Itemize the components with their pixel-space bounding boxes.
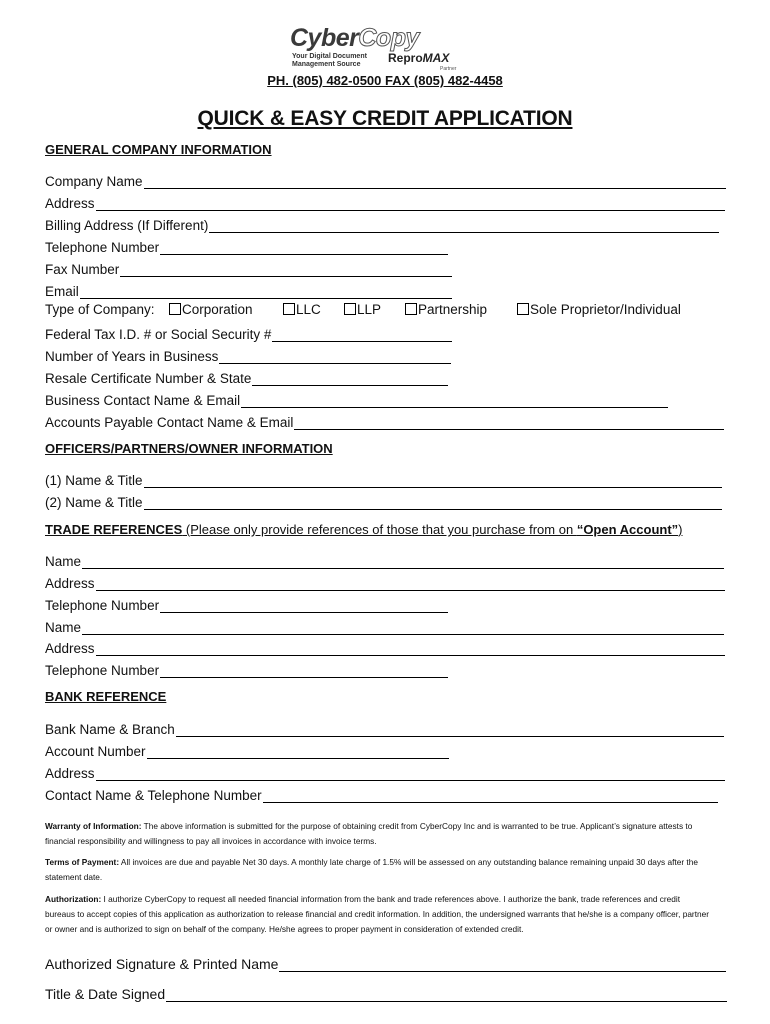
company-name-field (45, 171, 726, 189)
bank-name-line[interactable] (176, 722, 724, 737)
trade-1-phone-field (45, 595, 448, 613)
account-number-line[interactable] (147, 744, 449, 759)
field-label: Telephone Number (45, 663, 160, 678)
officer-2-line[interactable] (144, 495, 722, 510)
field-label: Address (45, 641, 95, 656)
billing-address-field (45, 215, 719, 233)
resale-certificate-line[interactable] (252, 371, 448, 386)
telephone-line[interactable] (160, 240, 448, 255)
field-label: Number of Years in Business (45, 349, 219, 364)
bank-contact-field (45, 785, 718, 803)
company-type-llc[interactable]: LLC (283, 302, 321, 317)
authorization-paragraph: Authorization: I authorize CyberCopy to request all needed financial information from the bank and trade references above. I authorize the bank, trade references and credit bureaus to accept copies of this application as authorization to release financial and credit information. In addition, the undersigned warrants that he/she is a company officer, partner or owner and is authorized to sign on behalf of the company. He/she agrees to proper payment in consideration of extended credit. (45, 894, 709, 934)
ap-contact-line[interactable] (294, 415, 724, 430)
field-label: Account Number (45, 744, 146, 759)
field-label: Email (45, 284, 79, 299)
bank-address-field (45, 763, 725, 781)
contact-numbers: PH. (805) 482-0500 FAX (805) 482-4458 (267, 73, 503, 88)
business-contact-field (45, 390, 668, 408)
payment-terms-paragraph: Terms of Payment: All invoices are due and payable Net 30 days. A monthly late charge of 1.5% will be assessed on any outstanding balance remaining unpaid 30 days after the statement date. (45, 857, 698, 882)
field-label: Bank Name & Branch (45, 722, 175, 737)
field-label: Title & Date Signed (45, 986, 166, 1002)
officer-1-field (45, 470, 722, 488)
ap-contact-field (45, 412, 724, 430)
partner-label: Partner (440, 66, 457, 72)
field-label: Business Contact Name & Email (45, 393, 241, 408)
page-title: QUICK & EASY CREDIT APPLICATION (197, 107, 573, 130)
company-type-partnership[interactable]: Partnership (405, 302, 487, 317)
resale-certificate-field (45, 368, 448, 386)
trade-2-phone-field (45, 660, 448, 678)
warranty-paragraph: Warranty of Information: The above information is submitted for the purpose of obtaining credit from CyberCopy Inc and is warranted to be true. Applicant’s signature attests to financial responsibility and willingness to pay all invoices in accordance with invoice terms. (45, 821, 693, 846)
trade-1-address-field (45, 573, 725, 591)
business-contact-line[interactable] (241, 393, 668, 408)
billing-address-line[interactable] (209, 218, 719, 233)
email-field (45, 281, 452, 299)
trade-2-phone-line[interactable] (160, 663, 448, 678)
trade-1-phone-line[interactable] (160, 598, 448, 613)
federal-tax-field (45, 324, 452, 342)
field-label: Billing Address (If Different) (45, 218, 209, 233)
company-type-label: Type of Company: (45, 302, 155, 317)
authorized-signature-field (45, 954, 726, 972)
trade-2-address-field (45, 638, 725, 656)
section-general-heading: GENERAL COMPANY INFORMATION (45, 142, 272, 157)
address-field (45, 193, 725, 211)
cybercopy-logo (290, 24, 480, 76)
checkbox[interactable] (517, 303, 529, 315)
logo-tagline: Your Digital Document Management Source (292, 53, 367, 68)
checkbox[interactable] (283, 303, 295, 315)
company-type-corporation[interactable]: Corporation (169, 302, 253, 317)
field-label: (2) Name & Title (45, 495, 143, 510)
checkbox[interactable] (169, 303, 181, 315)
account-number-field (45, 741, 449, 759)
trade-2-address-line[interactable] (96, 641, 725, 656)
field-label: Federal Tax I.D. # or Social Security # (45, 327, 272, 342)
field-label: Address (45, 576, 95, 591)
field-label: Address (45, 766, 95, 781)
fax-line[interactable] (120, 262, 452, 277)
authorized-signature-line[interactable] (279, 957, 726, 972)
title-date-line[interactable] (166, 987, 727, 1002)
field-label: Company Name (45, 174, 143, 189)
logo-wordmark: CyberCopy (290, 24, 419, 52)
trade-2-name-line[interactable] (82, 620, 724, 635)
bank-contact-line[interactable] (263, 788, 718, 803)
trade-1-name-field (45, 551, 724, 569)
title-date-field (45, 984, 727, 1002)
bank-address-line[interactable] (96, 766, 725, 781)
trade-2-name-field (45, 617, 724, 635)
years-in-business-field (45, 346, 451, 364)
field-label: Name (45, 554, 82, 569)
field-label: (1) Name & Title (45, 473, 143, 488)
section-officers-heading: OFFICERS/PARTNERS/OWNER INFORMATION (45, 441, 333, 456)
field-label: Telephone Number (45, 240, 160, 255)
checkbox[interactable] (344, 303, 356, 315)
field-label: Authorized Signature & Printed Name (45, 956, 279, 972)
checkbox[interactable] (405, 303, 417, 315)
trade-1-address-line[interactable] (96, 576, 725, 591)
field-label: Fax Number (45, 262, 120, 277)
officer-2-field (45, 492, 722, 510)
trade-1-name-line[interactable] (82, 554, 724, 569)
field-label: Accounts Payable Contact Name & Email (45, 415, 294, 430)
section-bank-heading: BANK REFERENCE (45, 689, 167, 704)
officer-1-line[interactable] (144, 473, 722, 488)
telephone-field (45, 237, 448, 255)
company-type-sole-proprietor[interactable]: Sole Proprietor/Individual (517, 302, 681, 317)
years-in-business-line[interactable] (219, 349, 451, 364)
bank-name-field (45, 719, 724, 737)
section-trade-heading: TRADE REFERENCES (Please only provide references of those that you purchase from on “Open Account”) (45, 522, 683, 537)
field-label: Name (45, 620, 82, 635)
repromax-logo: ReproMAX (388, 51, 450, 65)
company-name-line[interactable] (144, 174, 726, 189)
company-type-llp[interactable]: LLP (344, 302, 381, 317)
address-line[interactable] (96, 196, 725, 211)
email-line[interactable] (80, 284, 452, 299)
field-label: Address (45, 196, 95, 211)
fax-field (45, 259, 452, 277)
field-label: Contact Name & Telephone Number (45, 788, 262, 803)
field-label: Telephone Number (45, 598, 160, 613)
field-label: Resale Certificate Number & State (45, 371, 252, 386)
federal-tax-line[interactable] (272, 327, 452, 342)
